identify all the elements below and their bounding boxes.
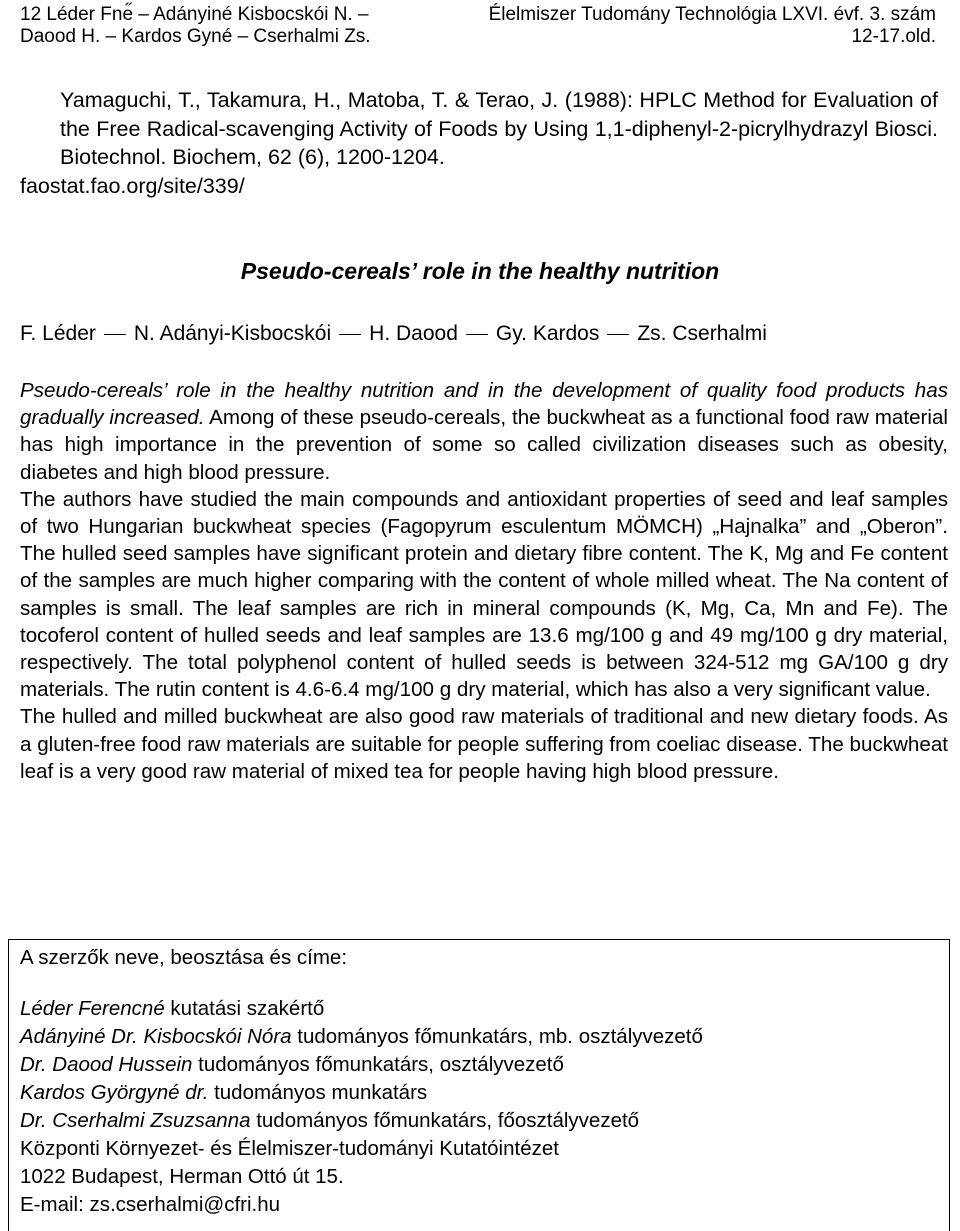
running-header-right bbox=[489, 4, 936, 48]
author-name: Léder Ferencné bbox=[20, 997, 165, 1020]
abstract-lead-italic: Pseudo-cereals’ role in the healthy nutrition and in the development of quality food products has gradually increased. bbox=[20, 379, 948, 430]
contact-email: E-mail: zs.cserhalmi@cfri.hu bbox=[20, 1193, 281, 1216]
paper-title: Pseudo-cereals’ role in the healthy nutrition bbox=[240, 258, 720, 284]
author-5: Zs. Cserhalmi bbox=[637, 322, 767, 345]
header-authors-line2: Daood H. – Kardos Gyné – Cserhalmi Zs. bbox=[20, 26, 371, 47]
dash-separator bbox=[607, 334, 629, 335]
reference-faostat: faostat.fao.org/site/339/ bbox=[20, 173, 245, 198]
dash-separator bbox=[104, 334, 126, 335]
author-entry bbox=[20, 1079, 703, 1107]
author-box-heading: A szerzők neve, beosztása és címe: bbox=[20, 946, 348, 969]
abstract-paragraph-2: The authors have studied the main compounds and antioxidant properties of seed and leaf samples of two Hungarian buckwheat species (Fagopyrum esculentum MÖMCH) „Hajnalka” and „Oberon”. The hulled seed samples have significant protein and dietary fibre content. The K, Mg and Fe content of the samples are much higher comparing with the content of whole milled wheat. The Na content of samples is small. The leaf samples are rich in mineral compounds (K, Mg, Ca, Mn and Fe). The tocoferol content of hulled seeds and leaf samples are 13.6 mg/100 g and 49 mg/100 g dry material, respectively. The total polyphenol content of hulled seeds is between 324-512 mg GA/100 g dry materials. The rutin content is 4.6-6.4 mg/100 g dry material, which has also a very significant value. bbox=[20, 487, 948, 702]
author-3: H. Daood bbox=[369, 322, 458, 345]
author-role: tudományos főmunkatárs, osztályvezető bbox=[192, 1053, 564, 1076]
author-role: kutatási szakértő bbox=[164, 997, 325, 1020]
header-journal: Élelmiszer Tudomány Technológia LXVI. évf. 3. szám bbox=[488, 4, 936, 25]
header-pages: 12-17.old. bbox=[851, 26, 936, 47]
author-1: F. Léder bbox=[20, 322, 96, 345]
author-entry bbox=[20, 1023, 703, 1051]
author-box-lines bbox=[20, 995, 703, 1219]
abstract-paragraph-3: The hulled and milled buckwheat are also good raw materials of traditional and new dietary foods. As a gluten-free food raw materials are suitable for people suffering from coeliac disease. The buckwheat leaf is a very good raw material of mixed tea for people having high blood pressure. bbox=[20, 705, 948, 783]
dash-separator bbox=[466, 334, 488, 335]
abstract-paragraph-1 bbox=[20, 377, 948, 486]
reference-yamaguchi: Yamaguchi, T., Takamura, H., Matoba, T. & Terao, J. (1988): HPLC Method for Evaluation of the Free Radical-scavenging Activity of Foods by Using 1,1-diphenyl-2-picrylhydrazyl Biosci. Biotechnol. Biochem, 62 (6), 1200-1204. bbox=[60, 88, 938, 170]
abstract bbox=[20, 377, 948, 785]
author-role: tudományos munkatárs bbox=[208, 1081, 428, 1104]
author-line bbox=[20, 322, 767, 346]
author-4: Gy. Kardos bbox=[495, 322, 600, 345]
author-name: Dr. Daood Hussein bbox=[20, 1053, 193, 1076]
header-authors-line1: 12 Léder Fne̋ – Adányiné Kisbocskói N. – bbox=[20, 4, 369, 25]
author-role: tudományos főmunkatárs, mb. osztályvezető bbox=[291, 1025, 703, 1048]
dash-separator bbox=[339, 334, 361, 335]
reference-list bbox=[20, 86, 938, 200]
author-role: tudományos főmunkatárs, főosztályvezető bbox=[250, 1109, 640, 1132]
institute-name: Központi Környezet- és Élelmiszer-tudományi Kutatóintézet bbox=[20, 1137, 559, 1160]
author-2: N. Adányi-Kisbocskói bbox=[133, 322, 332, 345]
institute-address: 1022 Budapest, Herman Ottó út 15. bbox=[20, 1165, 344, 1188]
abstract-p1-rest: Among of these pseudo-cereals, the buckwheat as a functional food raw material has high importance in the prevention of some so called civilization diseases such as obesity, diabetes and high blood pressure. bbox=[20, 406, 948, 484]
author-entry bbox=[20, 995, 703, 1023]
author-entry bbox=[20, 1107, 703, 1135]
author-info-box bbox=[8, 939, 950, 1231]
author-name: Dr. Cserhalmi Zsuzsanna bbox=[20, 1109, 251, 1132]
author-entry bbox=[20, 1051, 703, 1079]
running-header-left bbox=[20, 4, 371, 48]
author-name: Adányiné Dr. Kisbocskói Nóra bbox=[20, 1025, 292, 1048]
author-name: Kardos Györgyné dr. bbox=[20, 1081, 209, 1104]
